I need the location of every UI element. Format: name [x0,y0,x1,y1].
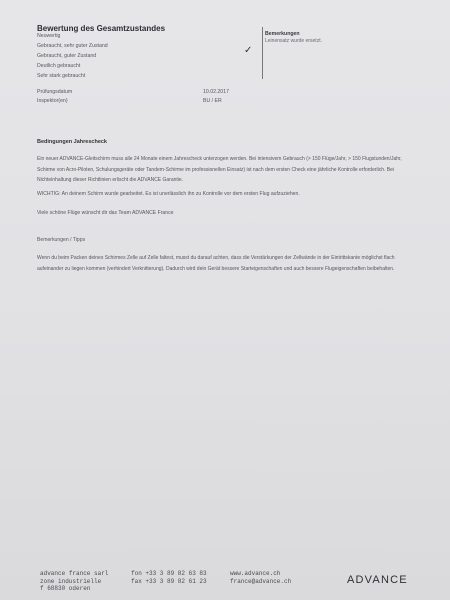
advance-logo: ADVANCE [347,574,408,586]
footer-email: france@advance.ch [230,577,292,585]
condition-option-good: Gebraucht, guter Zustand [37,53,97,59]
overall-condition-title: Bewertung des Gesamtzustandes [37,24,166,33]
remarks-divider [262,27,263,79]
check-mark-icon: ✓ [244,45,253,56]
annual-check-heading: Bedingungen Jahrescheck [37,139,107,145]
greeting-text: Viele schöne Flüge wünscht dir das Team ADVANCE France [37,210,174,216]
condition-option-very-good: Gebraucht, sehr guter Zustand [37,43,108,49]
tips-heading: Bemerkungen / Tipps [37,237,86,243]
footer-website: www.advance.ch [230,570,281,577]
tips-paragraph: Wenn du beim Packen deines Schirmes Zelle auf Zelle faltest, musst du darauf achten, dass die Verstärkungen der Zellwände in der Eintrittskante möglichst flach aufeinander zu liegen kommen (verhindert Verknitterung). Dadurch wird dein Gerät bessere Starteigenschaften und auch bessere Flugeigenschaften beibehalten. [37,255,395,272]
remarks-header: Bemerkungen [265,31,300,37]
footer-web [230,570,291,585]
inspection-date-value: 10.02.2017 [203,89,229,95]
condition-option-new: Neuwertig [37,33,61,39]
inspector-label: Inspektor(en) [37,98,68,104]
annual-check-paragraph: Ein neuer ADVANCE-Gleitschirm muss alle 24 Monate einem Jahrescheck unterzogen werden. Bei intensivem Gebrauch (> 150 Flüge/Jahr, > 150 Flugstunden/Jahr, Schirme von Acro-Piloten, Schulungsgeräte oder Tandem-Schirme im professionellen Einsatz) ist nach dem ersten Check eine jährliche Kontrolle erforderlich. Bei Nichteinhaltung dieser Richtlinien erlischt die ADVANCE Garantie. [37,156,402,183]
footer-phone [131,570,207,585]
footer-company-area: zone industrielle [40,577,102,585]
remarks-text: Leinensatz wurde ersetzt. [265,38,322,44]
footer-phone-fon: fon +33 3 89 82 63 83 [131,570,207,577]
condition-option-heavily-used: Sehr stark gebraucht [37,73,86,79]
footer-company-name: advance france sarl [40,570,109,577]
footer-company-city: f 68830 oderen [40,585,91,592]
inspector-value: BU / ER [203,98,222,104]
footer-phone-fax: fax +33 3 89 82 61 23 [131,577,207,585]
footer-company [40,570,108,593]
warning-text: WICHTIG: An deinem Schirm wurde gearbeitet. Es ist unerlässlich ihn zu Kontrolle vor dem ersten Flug aufzuziehen. [37,191,300,197]
inspection-date-label: Prüfungsdatum [37,89,73,95]
condition-option-used: Deutlich gebraucht [37,63,81,69]
